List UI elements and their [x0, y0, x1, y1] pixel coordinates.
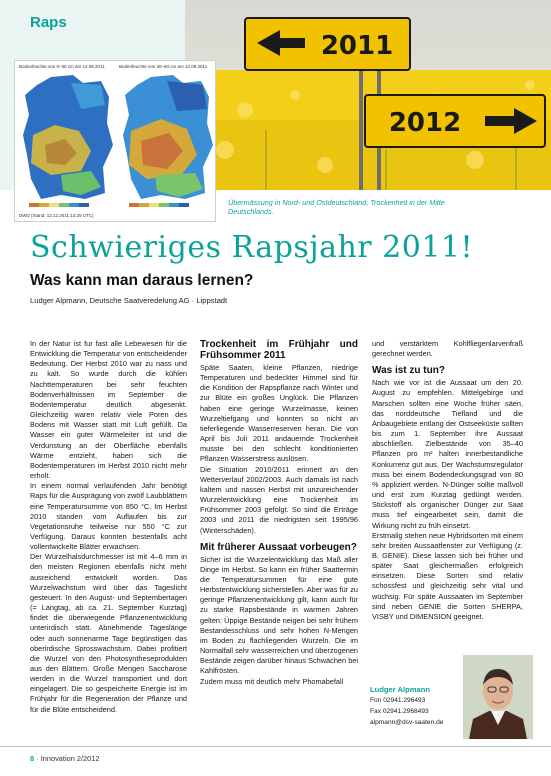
article-subtitle: Was kann man daraus lernen? — [30, 272, 254, 289]
map-source: DWD (Stand: 12.12.2011 14:29 UTC) — [19, 213, 94, 218]
paragraph: Späte Saaten, kleine Pflanzen, niedrige Temperaturen und bedeckter Himmel sind für die Kondition der Rapspflanze nach Winter und zur Blüte ein großes Unglück. Die Pflanzen haben eine geringe Wurzelmasse, keinen Wurzeltiefgang und konnten so nicht an tieferliegende Wasserreserven heran. Die von April bis Juli 2011 andauernde Trockenheit musste bei den schlecht konditionierten Pflanzen Wasserstress auslösen. — [200, 363, 358, 464]
author-email[interactable]: alpmann@dsv-saaten.de — [370, 719, 444, 726]
paragraph: Nach wie vor ist die Aussaat um den 20. August zu empfehlen. Mittelgebirge und Marschen sollten eine Woche früher säen, das norddeutsche Tiefland und die Anbaugebiete entlang der Ostseeküste sollten bis zum 1. September ihre Aussaat abschließen. Zielbestände von 35–40 Pflanzen pro m² halten innerbestandliche Konkurrenz gut aus. Der Wachstumsregulator muss bei einem Bodendeckungsgrad von 80 % appliziert werden. N-Dünger sollte maßvoll und erst zum Kurztag gedüngt werden. Stickstoff als organischer Dünger zur Saat muss tief eingearbeitet sein, damit die Wirkung nicht zu früh einsetzt. — [372, 378, 523, 530]
rapeseed-field-image — [185, 0, 551, 190]
section-label: Raps — [30, 14, 67, 31]
sign-2012: 2012 — [388, 108, 462, 138]
section-heading: Mit früherer Aussaat vorbeugen? — [200, 541, 357, 553]
photo-caption: Übermässung in Nord- und Ostdeutschland, Trockenheit in der Mitte Deutschlands. — [228, 198, 445, 216]
column-3 — [372, 339, 523, 622]
paragraph: Sicher ist die Wurzelentwicklung das Maß aller Dinge im Herbst. So kann ein früher Saattermin die Temperatursummen für eine gute Herbstentwicklung sicherstellen. Aber was für zu geringe Pflanzenentwicklung gilt, kann auch für zu starke Rapsbestände in warmen Jahren gelten: Üppige Bestände neigen bei sehr frühem Bestandesschluss und sehr hohen N-Mengen im Boden zu flachliegenden Wurzeln. Die im Normalfall sehr wasserreichen und überzogenen Bestände zeigen darüber hinaus Schwächen bei Kahlfrösten. — [200, 554, 358, 676]
sign-2011: 2011 — [320, 31, 394, 61]
article-title: Schwieriges Rapsjahr 2011! — [30, 230, 474, 265]
paragraph: Der Wurzelhalsdurchmesser ist mit 4–6 mm in den meisten Regionen ebenfalls nicht mehr ausreichend entwickelt worden. Das Wurzelwachstum wird über das Tageslicht gesteuert. In den August- und Septembertagen (= Langtag, ab ca. 21. September Kurztag) findet die überwiegende Pflanzenentwicklung unterirdisch statt. Abnehmende Tageslänge oder auch sonnenarme Tage begünstigen das oberirdische Sprosswachstum. Dabei profitiert die Wurzel von den Photosyntheseprodukten aus den Blättern. Große Mengen Saccharose werden in die Wurzel transportiert und dort eingelagert. Die so gespeicherte Energie ist im Frühjahr für die Regeneration der Pflanze und für die Blüte entscheidend. — [30, 552, 187, 714]
header-photo — [185, 0, 551, 190]
column-2 — [200, 339, 358, 687]
footer-divider — [0, 746, 551, 747]
author-phone: Fon 02941.296493 — [370, 697, 426, 704]
map-right-caption: Bodenfeuchte von 30–60 cm am 12.08.2011 — [119, 64, 208, 69]
issue-label: · Innovation 2/2012 — [36, 754, 100, 763]
page-number: 8 — [30, 754, 35, 763]
column-1 — [30, 339, 187, 715]
author-name: Ludger Alpmann — [370, 685, 431, 694]
author-contact — [370, 684, 530, 728]
paragraph: In einem normal verlaufenden Jahr benötigt Raps für die Ausprägung von zwölf Laubblättern eine Temperatursumme von 850 °C. Im Herbst 2010 standen vom Auflaufen bis zur Vegetationsruhe teilweise nur 550 °C zur Verfügung. Daraus konnten bestenfalls acht vollentwickelte Blätter erwachsen. — [30, 481, 187, 552]
article-byline: Ludger Alpmann, Deutsche Saatveredelung AG · Lippstadt — [30, 296, 228, 305]
section-heading: Was ist zu tun? — [372, 365, 445, 377]
paragraph: Zudem muss mit deutlich mehr Phomabefall — [200, 676, 344, 686]
paragraph: Die Situation 2010/2011 erinnert an den Wetterverlauf 2002/2003. Auch damals ist nach kaltem und nassen Herbst mit unzureichender Wurzelentwicklung eine Trockenheit im Frühsommer 2003 gefolgt. So sind die Erträge 2003 und 2011 die niedrigsten seit 1995/96 (Winterschäden). — [200, 464, 358, 535]
paragraph: und verstärktem Kohlfliegenlarvenfraß gerechnet werden. — [372, 339, 523, 359]
page-footer — [30, 754, 99, 763]
author-fax: Fax 02941.2968493 — [370, 708, 429, 715]
map-left-caption: Bodenfeuchte von 0–30 cm am 12.08.2011 — [19, 64, 105, 69]
paragraph: Erstmalig stehen neue Hybridsorten mit einem sehr breiten Aussaatfenster zur Verfügung (z. B. GENIE). Diese lassen sich bei früher und später Saat gleichermaßen erfolgreich einsetzen. Diese Sorten sind relativ schossfest und gleichzeitig sehr vital und wüchsig. Für späte Aussaaten im September sind neben GENIE die Sorten SHERPA, VISBY und DIMENSION geeignet. — [372, 530, 523, 621]
germany-maps — [15, 61, 215, 221]
paragraph: In der Natur ist fur fast alle Lebewesen für die Entwicklung die Temperatur von entscheidender Bedeutung. Der Herbst 2010 war zu nass und zu kalt. So wurde durch die kühlen Nachttemperaturen bei sehr feuchten Bodenverhältnissen im September die Bodentemperatur deutlich abgesenkt. Gleichzeitig waren relativ viele Poren des Bodens mit Wasser statt mit Luft gefüllt. Da Wasser ein guter Wärmeleiter ist und die Verdunstung an der Oberfläche ebenfalls Wärme entzieht, haben sich die Bodentemperaturen im Herbst 2010 nicht mehr erholt. — [30, 339, 187, 481]
soil-moisture-maps — [14, 60, 216, 222]
section-heading: Trockenheit im Frühjahr und Frühsommer 2011 — [200, 339, 358, 361]
